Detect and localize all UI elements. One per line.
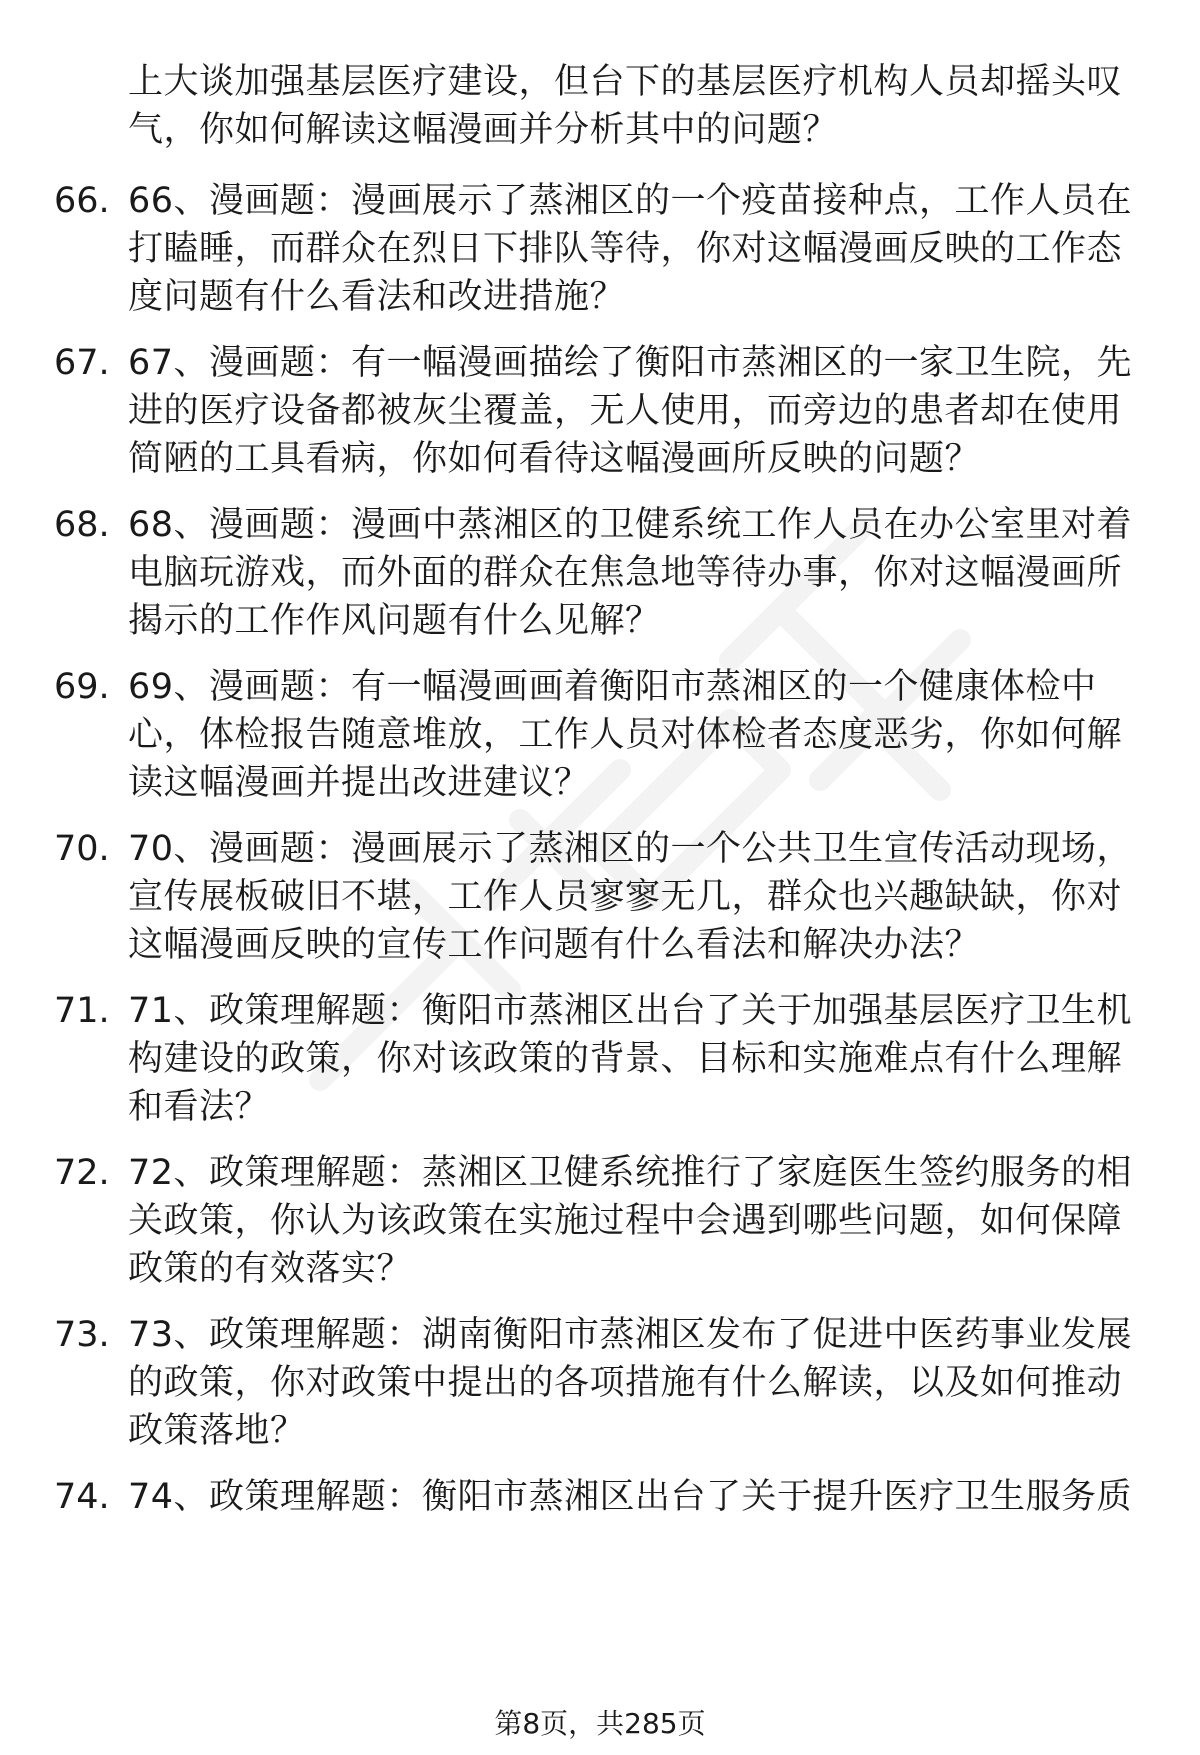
question-number: 69. — [54, 667, 110, 707]
continued-question-text: 上大谈加强基层医疗建设，但台下的基层医疗机构人员却摇头叹气，你如何解读这幅漫画并分析其中的问题？ — [128, 62, 1123, 150]
question-number: 67. — [54, 343, 110, 383]
question-number: 72. — [54, 1153, 110, 1193]
question-number: 68. — [54, 505, 110, 545]
question-text: 67、漫画题：有一幅漫画描绘了衡阳市蒸湘区的一家卫生院，先进的医疗设备都被灰尘覆盖，无人使用，而旁边的患者却在使用简陋的工具看病，你如何看待这幅漫画所反映的问题？ — [128, 343, 1133, 479]
question-text: 69、漫画题：有一幅漫画画着衡阳市蒸湘区的一个健康体检中心，体检报告随意堆放，工作人员对体检者态度恶劣，你如何解读这幅漫画并提出改进建议？ — [128, 667, 1123, 803]
question-number: 70. — [54, 829, 110, 869]
question-number: 71. — [54, 991, 110, 1031]
question-text: 71、政策理解题：衡阳市蒸湘区出台了关于加强基层医疗卫生机构建设的政策，你对该政策的背景、目标和实施难点有什么理解和看法？ — [128, 991, 1133, 1127]
question-text: 72、政策理解题：蒸湘区卫健系统推行了家庭医生签约服务的相关政策，你认为该政策在实施过程中会遇到哪些问题，如何保障政策的有效落实？ — [128, 1153, 1133, 1289]
question-text: 74、政策理解题：衡阳市蒸湘区出台了关于提升医疗卫生服务质 — [128, 1477, 1133, 1517]
question-text: 70、漫画题：漫画展示了蒸湘区的一个公共卫生宣传活动现场，宣传展板破旧不堪，工作人员寥寥无几，群众也兴趣缺缺，你对这幅漫画反映的宣传工作问题有什么看法和解决办法？ — [128, 829, 1133, 965]
question-number: 66. — [54, 181, 110, 221]
question-number: 74. — [54, 1477, 110, 1517]
question-text: 68、漫画题：漫画中蒸湘区的卫健系统工作人员在办公室里对着电脑玩游戏，而外面的群众在焦急地等待办事，你对这幅漫画所揭示的工作作风问题有什么见解？ — [128, 505, 1133, 641]
question-number: 73. — [54, 1315, 110, 1355]
question-text: 66、漫画题：漫画展示了蒸湘区的一个疫苗接种点，工作人员在打瞌睡，而群众在烈日下排队等待，你对这幅漫画反映的工作态度问题有什么看法和改进措施？ — [128, 181, 1133, 317]
question-text: 73、政策理解题：湖南衡阳市蒸湘区发布了促进中医药事业发展的政策，你对政策中提出的各项措施有什么解读，以及如何推动政策落地？ — [128, 1315, 1133, 1451]
page-footer: 第8页，共285页 — [494, 1707, 706, 1740]
